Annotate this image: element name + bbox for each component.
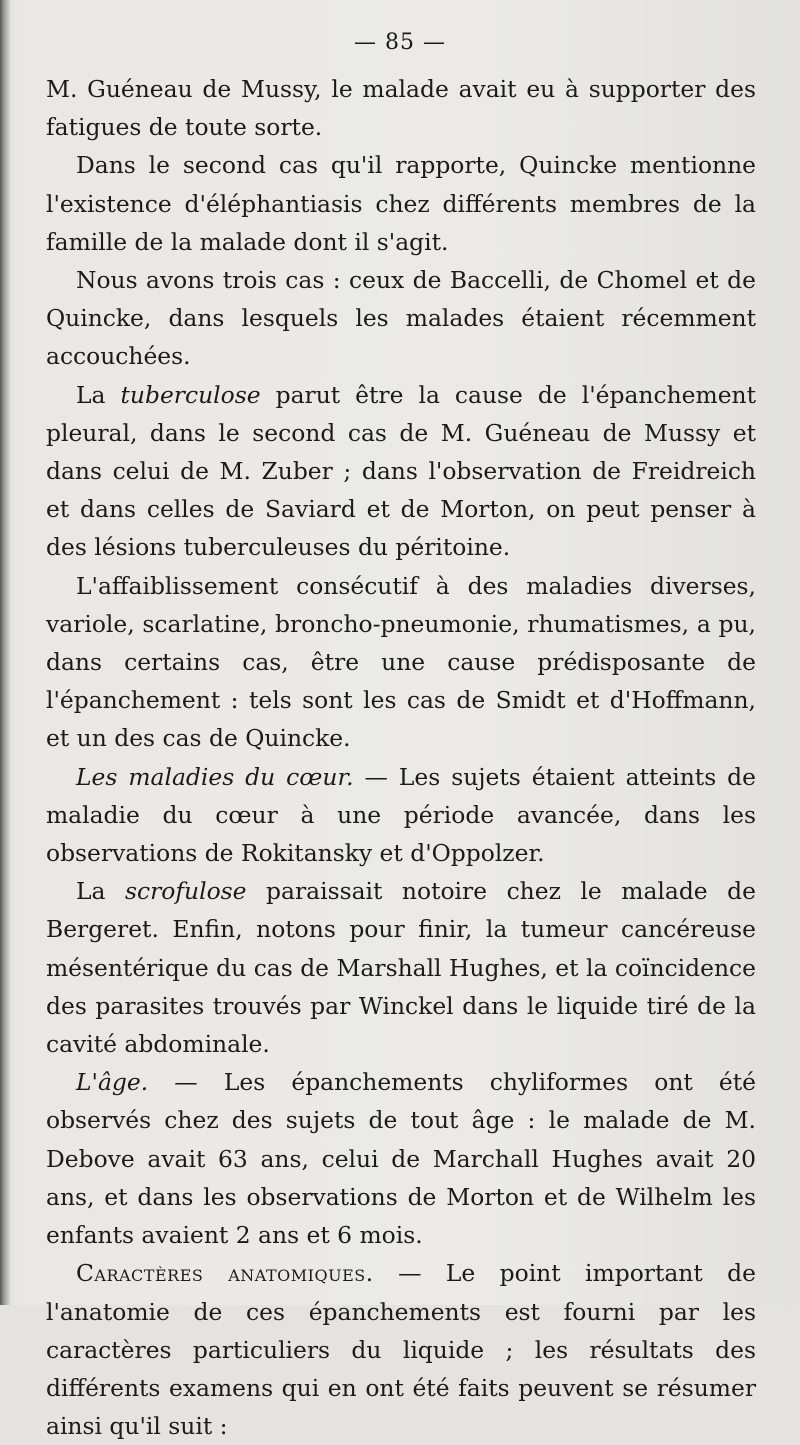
paragraph-text: — Le point important de l'anatomie de ces épanchements est fourni par les caractères particuliers du liquide ; les résultats des différents examens qui en ont été faits peuvent se résumer ainsi qu'il suit : — [46, 1259, 756, 1441]
paragraph-text: Nous avons trois cas : ceux de Baccelli, de Chomel et de Quincke, dans lesquels les malades étaient récemment accouchées. — [46, 266, 756, 371]
paragraph-tuberculose — [46, 376, 756, 567]
paragraph-text: — Les sujets étaient atteints de maladie du cœur à une période avancée, dans les observations de Rokitansky et d'Oppolzer. — [46, 762, 756, 868]
paragraph-text: M. Guéneau de Mussy, le malade avait eu à supporter des fatigues de toute sorte. — [46, 75, 756, 142]
paragraph-continuation — [46, 70, 756, 146]
page-binding-edge — [0, 0, 10, 1305]
emphasis-scrofulose: scrofulose — [125, 877, 247, 906]
paragraph-text: Dans le second cas qu'il rapporte, Quincke mentionne l'existence d'éléphantiasis chez différents membres de la famille de la malade dont il s'agit. — [46, 151, 756, 256]
paragraph-quincke — [46, 146, 756, 261]
paragraph-age — [46, 1063, 756, 1254]
paragraph-text: paraissait notoire chez le malade de Bergeret. Enfin, notons pour finir, la tumeur cancéreuse mésentérique du cas de Marshall Hughes, et la coïncidence des parasites trouvés par Winckel dans le liquide tiré de la cavité abdominale. — [46, 877, 756, 1059]
paragraph-text: — Les épanchements chyliformes ont été observés chez des sujets de tout âge : le malade de M. Debove avait 63 ans, celui de Marchall Hughes avait 20 ans, et dans les observations de Morton et de Wilhelm les enfants avaient 2 ans et 6 mois. — [46, 1068, 756, 1250]
page-number: — 85 — — [354, 30, 446, 55]
paragraph-affaiblissement — [46, 567, 756, 758]
emphasis-tuberculose: tuberculose — [120, 380, 261, 409]
paragraph-scrofulose — [46, 872, 756, 1063]
paragraph-maladies-coeur — [46, 758, 756, 873]
paragraph-text: parut être la cause de l'épanchement pleural, dans le second cas de M. Guéneau de Mussy et dans celui de M. Zuber ; dans l'observation de Freidreich et dans celles de Saviard et de Morton, on peut penser à des lésions tuberculeuses du péritoine. — [46, 380, 756, 562]
paragraph-lead: La — [76, 877, 126, 906]
paragraph-caracteres-anatomiques — [46, 1254, 756, 1445]
body-text — [46, 70, 756, 1445]
paragraph-text: L'affaiblissement consécutif à des maladies diverses, variole, scarlatine, broncho-pneumonie, rhumatismes, a pu, dans certains cas, être une cause prédisposante de l'épanchement : tels sont les cas de Smidt et d'Hoffmann, et un des cas de Quincke. — [46, 571, 756, 753]
section-heading-caracteres-anatomiques: Caractères anatomiques. — [76, 1259, 374, 1288]
section-heading-age: L'âge. — [76, 1068, 149, 1097]
section-heading-maladies-coeur: Les maladies du cœur. — [76, 762, 354, 791]
paragraph-trois-cas — [46, 261, 756, 376]
paragraph-lead: La — [76, 380, 121, 409]
